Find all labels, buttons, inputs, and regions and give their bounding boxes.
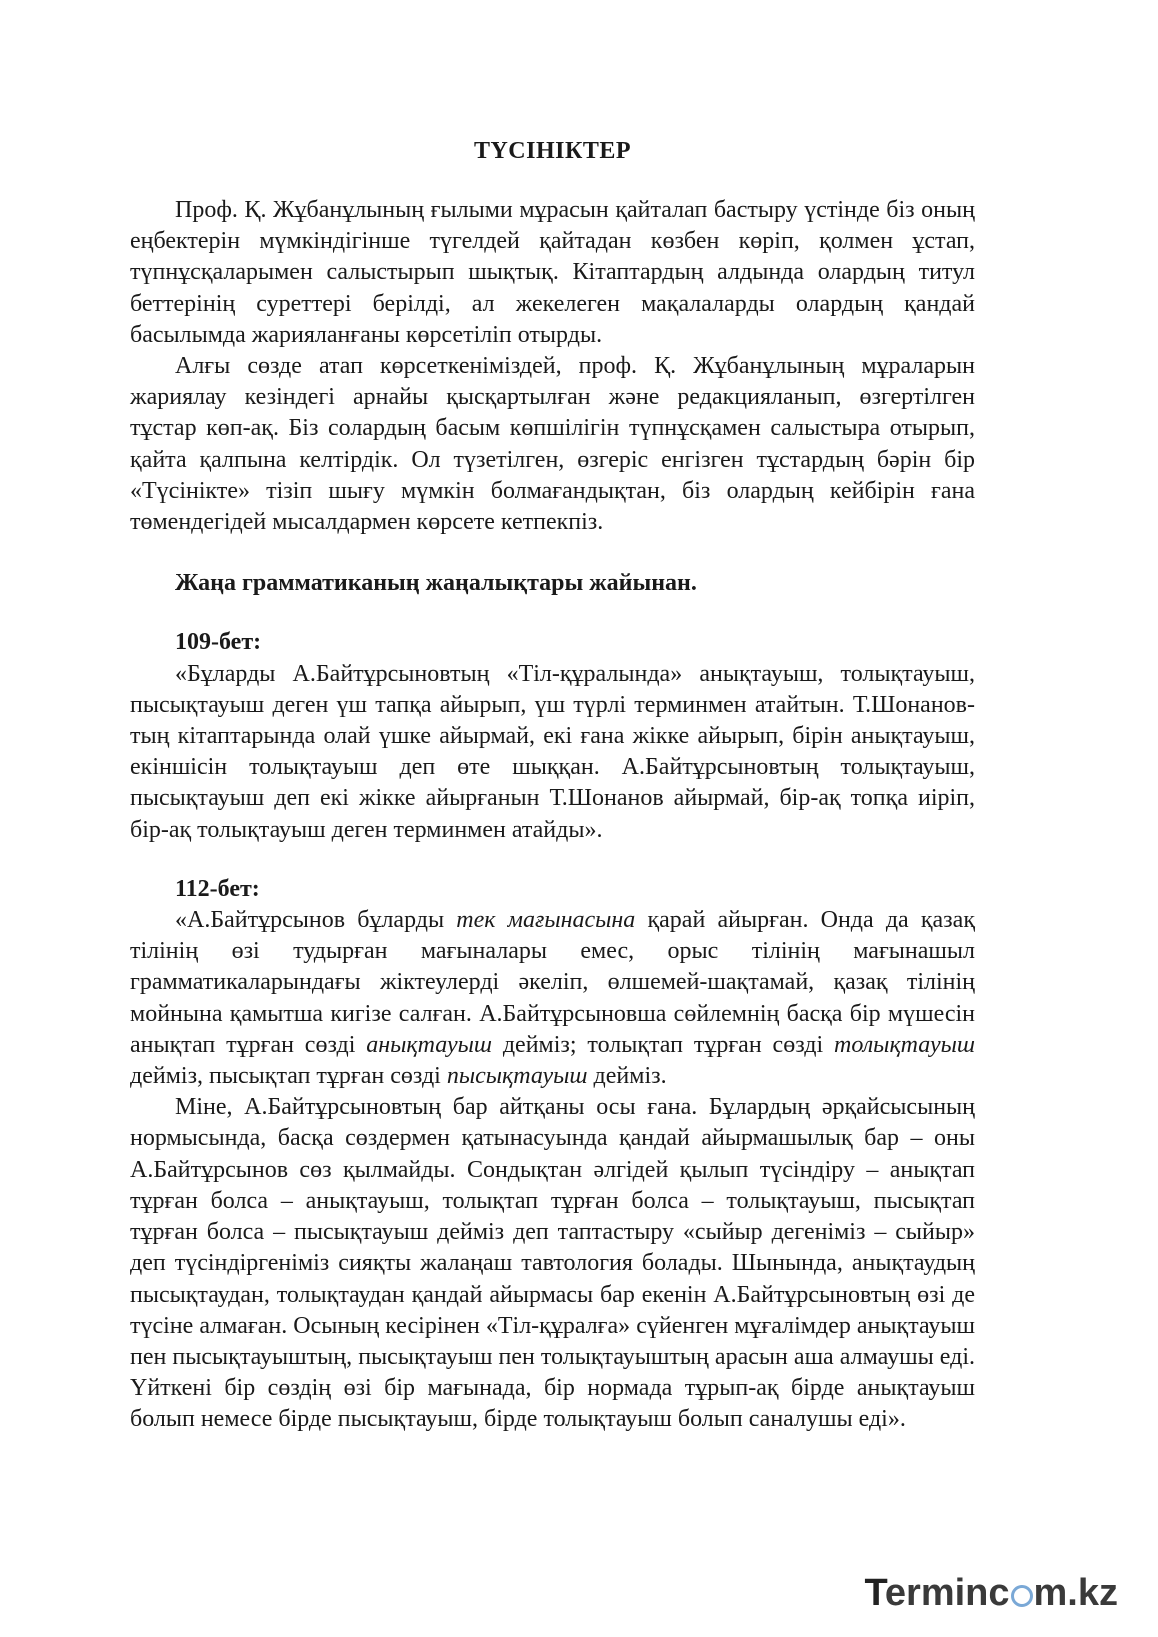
text-segment: «А.Байтұрсынов бұларды <box>175 907 457 934</box>
section-heading: Жаңа грамматиканың жаңалықтары жайынан. <box>175 570 697 597</box>
text-segment: дейміз. <box>587 1063 667 1090</box>
text-segment: дейміз, пысықтап тұрған сөзді <box>130 1063 447 1090</box>
site-watermark-logo <box>864 1572 1118 1615</box>
italic-term: пысықтауыш <box>446 1063 588 1090</box>
magnifier-icon <box>1011 1585 1033 1607</box>
italic-term: толықтауыш <box>833 1031 975 1058</box>
intro-paragraph-2: Алғы сөзде атап көрсеткеніміздей, проф. Қ. Жұбанұлының мұраларын жариялау кезіндегі арнайы қысқартылған және редакцияланып, өзгертілген тұстар көп-ақ. Біз солардың басым көпшілігін түпнұсқамен салыстыра отырып, қайта қалпына келтірдік. Ол түзетілген, өзгеріс енгізген тұстардың бәрін бір «Түсінікте» тізіп шығу мүмкін болмағандықтан, біз олардың кейбірін ғана төмендегідей мысалдармен көрсете кетпекпіз. <box>130 353 975 536</box>
text-segment: дейміз; толықтап тұрған сөзді <box>491 1031 834 1058</box>
italic-term: анықтауыш <box>366 1031 492 1058</box>
document-page <box>130 130 975 1436</box>
watermark-text-end: m.kz <box>1033 1572 1118 1614</box>
entry-112-paragraph-1 <box>130 905 975 1092</box>
watermark-letter: T <box>864 1572 885 1614</box>
page-ref-109: 109-бет: <box>175 629 262 656</box>
watermark-text-start: erminc <box>884 1572 1010 1614</box>
entry-109-paragraph: «Бұларды А.Байтұрсыновтың «Тіл-құралында» анықтауыш, толықтауыш, пысықтауыш деген үш тапқа айырып, үш түрлі терминмен атайтын. Т.Шонанов-тың кітаптарында олай үшке айырмай, екі ғана жікке айырып, бірін анықтауыш, екіншісін толықтауыш деп өте шыққан. А.Байтұрсыновтың толықтауыш, пысықтауыш деп екі жікке айырғанын Т.Шонанов айырмай, бір-ақ топқа иіріп, бір-ақ толықтауыш деген терминмен атайды». <box>130 660 975 843</box>
page-ref-112: 112-бет: <box>175 875 260 902</box>
page-title: ТҮСІНІКТЕР <box>473 138 632 164</box>
intro-paragraph-1: Проф. Қ. Жұбанұлының ғылыми мұрасын қайталап бастыру үстінде біз оның еңбектерін мүмкіндігінше түгелдей қайтадан көзбен көріп, қолмен ұстап, түпнұсқаларымен салыстырып шықтық. Кітаптардың алдында олардың титул беттерінің суреттері берілді, ал жекелеген мақалаларды олардың қандай басылымда жарияланғаны көрсетіліп отырды. <box>130 197 975 348</box>
entry-112-paragraph-2: Міне, А.Байтұрсыновтың бар айтқаны осы ғана. Бұлардың әрқайсысының нормысында, басқа сөздермен қатынасуында қандай айырмашылық бар – оны А.Байтұрсынов сөз қылмайды. Сондықтан әлгідей қылып түсіндіру – анықтап тұрған болса – анықтауыш, толықтап тұрған болса – толықтауыш, пысықтап тұрған болса – пысықтауыш дейміз деп таптастыру «сыйыр дегеніміз – сыйыр» деп түсіндіргеніміз сияқты жалаңаш тавтология болады. Шынында, анықтаудың пысықтаудан, толықтаудан қандай айырмасы бар екенін А.Байтұрсыновтың өзі де түсіне алмаған. Осының кесірінен «Тіл-құралға» сүйенген мұғалімдер анықтауыш пен пысықтауыштың, пысықтауыш пен толықтауыштың арасын аша алмаушы еді. Үйткені бір сөздің өзі бір мағынада, бір нормада тұрып-ақ бірде анықтауыш болып немесе бірде пысықтауыш, бірде толықтауыш болып саналушы еді». <box>130 1094 975 1433</box>
italic-term: тек мағынасына <box>456 907 636 934</box>
text-segment: қарай айырған. Онда да қазақ тілінің өзі тудырған мағыналары емес, орыс тілінің мағынашыл грамматикаларындағы жіктеулерді әкеліп, өлшемей-шақтамай, қазақ тілінің мойнына қамытша кигізе салған. А.Байтұрсыновша сөйлемнің басқа бір мүшесін анықтап тұрған сөзді <box>130 907 975 1058</box>
